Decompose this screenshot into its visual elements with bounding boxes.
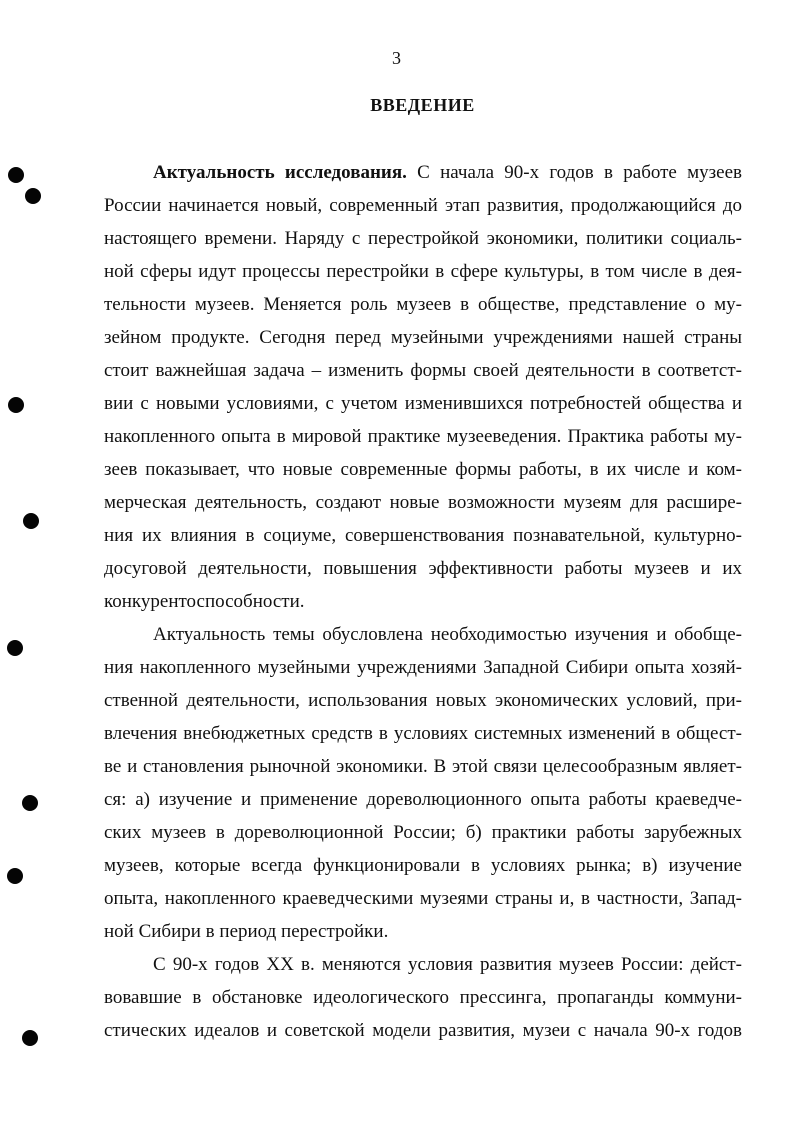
- punch-hole: [8, 397, 24, 413]
- text-line: ственной деятельности, использования новых экономических условий, при-: [104, 690, 742, 711]
- text-line: настоящего времени. Наряду с перестройкой экономики, политики социаль-: [104, 228, 742, 249]
- punch-hole: [23, 513, 39, 529]
- text-line: зейном продукте. Сегодня перед музейными учреждениями нашей страны: [104, 327, 742, 348]
- text-line: стических идеалов и советской модели развития, музеи с начала 90-х годов: [104, 1020, 742, 1041]
- text-line: опыта, накопленного краеведческими музеями страны и, в частности, Запад-: [104, 888, 742, 909]
- lead-phrase: Актуальность исследования.: [153, 162, 407, 183]
- punch-hole: [22, 1030, 38, 1046]
- text-line: вии с новыми условиями, с учетом изменившихся потребностей общества и: [104, 393, 742, 414]
- text-line: ной сферы идут процессы перестройки в сфере культуры, в том числе в дея-: [104, 261, 742, 282]
- text-line: ся: а) изучение и применение дореволюционного опыта работы краеведче-: [104, 789, 742, 810]
- text-line: Актуальность исследования. С начала 90-х годов в работе музеев: [153, 162, 742, 183]
- text-line: ских музеев в дореволюционной России; б) практики работы зарубежных: [104, 822, 742, 843]
- punch-hole: [22, 795, 38, 811]
- text-line: накопленного опыта в мировой практике музееведения. Практика работы му-: [104, 426, 742, 447]
- text-line: ния накопленного музейными учреждениями Западной Сибири опыта хозяй-: [104, 657, 742, 678]
- text-line: влечения внебюджетных средств в условиях системных изменений в общест-: [104, 723, 742, 744]
- text-line: России начинается новый, современный этап развития, продолжающийся до: [104, 195, 742, 216]
- text-line: мерческая деятельность, создают новые возможности музеям для расшире-: [104, 492, 742, 513]
- text-line: конкурентоспособности.: [104, 591, 305, 612]
- section-title: ВВЕДЕНИЕ: [370, 95, 475, 115]
- punch-hole: [8, 167, 24, 183]
- text-line: стоит важнейшая задача – изменить формы своей деятельности в соответст-: [104, 360, 742, 381]
- text-line: Актуальность темы обусловлена необходимостью изучения и обобще-: [153, 624, 742, 645]
- text-line: музеев, которые всегда функционировали в условиях рынка; в) изучение: [104, 855, 742, 876]
- text-line: С 90-х годов ХХ в. меняются условия развития музеев России: дейст-: [153, 954, 742, 975]
- page-number: 3: [392, 48, 401, 68]
- text-line: ния их влияния в социуме, совершенствования познавательной, культурно-: [104, 525, 742, 546]
- text-line: вовавшие в обстановке идеологического прессинга, пропаганды коммуни-: [104, 987, 742, 1008]
- punch-hole: [7, 640, 23, 656]
- text-line: досуговой деятельности, повышения эффективности работы музеев и их: [104, 558, 742, 579]
- text-line: ной Сибири в период перестройки.: [104, 921, 389, 942]
- text-line: ве и становления рыночной экономики. В этой связи целесообразным являет-: [104, 756, 742, 777]
- text-line: зеев показывает, что новые современные формы работы, в их числе и ком-: [104, 459, 742, 480]
- text-line: тельности музеев. Меняется роль музеев в обществе, представление о му-: [104, 294, 742, 315]
- punch-hole: [25, 188, 41, 204]
- punch-hole: [7, 868, 23, 884]
